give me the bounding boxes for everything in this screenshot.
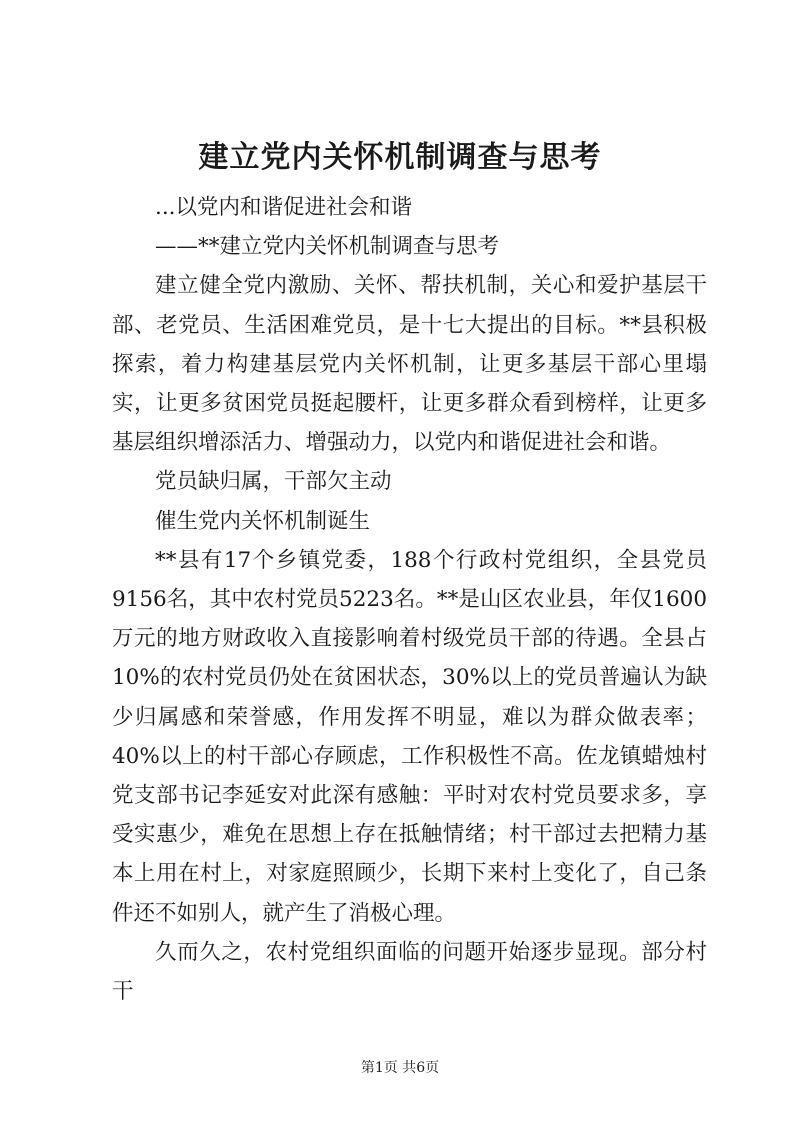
section-heading: 催生党内关怀机制诞生	[155, 508, 371, 534]
body-paragraph: 建立健全党内激励、关怀、帮扶机制，关心和爱护基层干部、老党员、生活困难党员，是十七大提出的目标。**县积极探索，着力构建基层党内关怀机制，让更多基层干部心里塌实，让更多贫困党员挺起腰杆，让更多群众看到榜样，让更多基层组织增添活力、增强动力，以党内和谐促进社会和谐。	[112, 273, 707, 456]
body-paragraph: **县有17个乡镇党委，188个行政村党组织，全县党员9156名，其中农村党员5223名。**是山区农业县，年仅1600万元的地方财政收入直接影响着村级党员干部的待遇。全县占10%的农村党员仍处在贫困状态，30%以上的党员普遍认为缺少归属感和荣誉感，作用发挥不明显，难以为群众做表率；40%以上的村干部心存顾虑，工作积极性不高。佐龙镇蜡烛村党支部书记李延安对此深有感触：平时对农村党员要求多，享受实惠少，难免在思想上存在抵触情绪；村干部过去把精力基本上用在村上，对家庭照顾少，长期下来村上变化了，自己条件还不如别人，就产生了消极心理。	[112, 547, 707, 926]
section-heading: 党员缺归属，干部欠主动	[155, 469, 392, 495]
body-paragraph: 久而久之，农村党组织面临的问题开始逐步显现。部分村干	[112, 939, 707, 1005]
subtitle-line: ...以党内和谐促进社会和谐	[155, 195, 413, 220]
page-number-footer: 第1页 共6页	[360, 1060, 440, 1076]
document-title: 建立党内关怀机制调查与思考	[198, 140, 602, 175]
subtitle-line: ——**建立党内关怀机制调查与思考	[155, 234, 500, 260]
document-body	[112, 188, 707, 1011]
